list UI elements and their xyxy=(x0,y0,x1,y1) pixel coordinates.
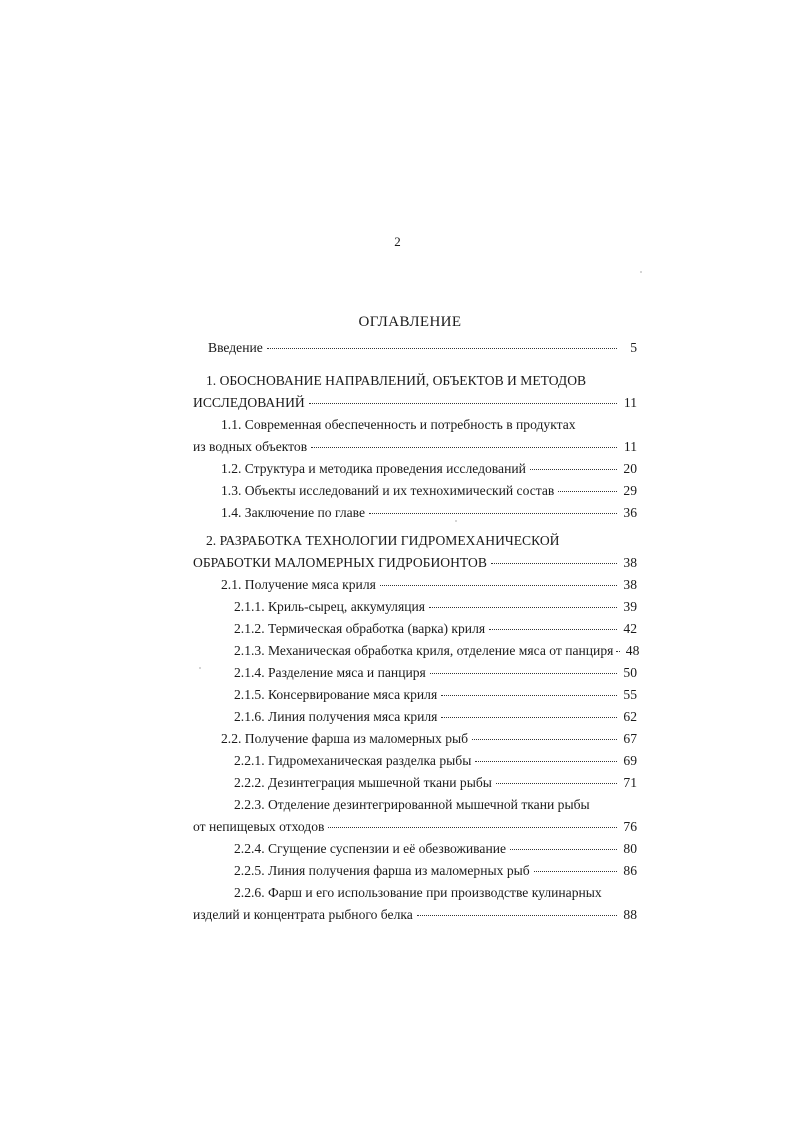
toc-entry-label: 2.1.1. Криль-сырец, аккумуляция xyxy=(234,599,426,614)
toc-chapter-1-line2[interactable] xyxy=(193,395,637,415)
toc-entry-page: 38 xyxy=(623,577,637,592)
dot-leader xyxy=(441,717,617,718)
toc-section-2-1[interactable] xyxy=(193,577,637,597)
toc-title: ОГЛАВЛЕНИЕ xyxy=(358,314,462,330)
toc-entry-page: 11 xyxy=(623,395,637,410)
dot-leader xyxy=(429,607,617,608)
toc-entry-page: 62 xyxy=(623,709,637,724)
toc-entry-label: ИССЛЕДОВАНИЙ xyxy=(193,395,305,410)
toc-entry-label: 2.1.2. Термическая обработка (варка) криля xyxy=(234,621,486,636)
toc-section-1-4[interactable] xyxy=(193,505,637,525)
toc-subsection-2-2-6-line1[interactable] xyxy=(193,885,637,905)
dot-leader xyxy=(510,849,617,850)
toc-entry-intro[interactable] xyxy=(193,340,637,360)
toc-subsection-2-2-2[interactable] xyxy=(193,775,637,795)
toc-entry-label: 1.1. Современная обеспеченность и потребность в продуктах xyxy=(221,417,576,432)
toc-entry-page: 38 xyxy=(623,555,637,570)
toc-entry-page: 36 xyxy=(623,505,637,520)
toc-subsection-2-2-6-line2[interactable] xyxy=(193,907,637,927)
dot-leader xyxy=(530,469,617,470)
toc-entry-label: 1.2. Структура и методика проведения исследований xyxy=(221,461,526,476)
toc-entry-label: 2.1.6. Линия получения мяса криля xyxy=(234,709,438,724)
toc-entry-page: 76 xyxy=(623,819,637,834)
toc-entry-page: 48 xyxy=(625,643,640,658)
toc-subsection-2-1-5[interactable] xyxy=(193,687,637,707)
dot-leader xyxy=(328,827,617,828)
dot-leader xyxy=(491,563,617,564)
toc-entry-label: изделий и концентрата рыбного белка xyxy=(193,907,413,922)
toc-subsection-2-1-3[interactable] xyxy=(193,643,640,663)
scan-speck xyxy=(640,271,642,273)
toc-subsection-2-1-2[interactable] xyxy=(193,621,637,641)
toc-entry-label: 2.1. Получение мяса криля xyxy=(221,577,376,592)
toc-entry-page: 11 xyxy=(623,439,637,454)
toc-entry-page: 5 xyxy=(630,340,637,355)
dot-leader xyxy=(489,629,617,630)
toc-subsection-2-1-1[interactable] xyxy=(193,599,637,619)
toc-entry-label: 1.3. Объекты исследований и их технохимический состав xyxy=(221,483,555,498)
dot-leader xyxy=(616,651,620,652)
dot-leader xyxy=(441,695,617,696)
toc-entry-page: 67 xyxy=(623,731,637,746)
toc-subsection-2-1-4[interactable] xyxy=(193,665,637,685)
toc-entry-label: 2.2.3. Отделение дезинтегрированной мышечной ткани рыбы xyxy=(234,797,590,812)
toc-entry-page: 42 xyxy=(623,621,637,636)
toc-entry-label: 1. ОБОСНОВАНИЕ НАПРАВЛЕНИЙ, ОБЪЕКТОВ И МЕТОДОВ xyxy=(206,373,587,388)
toc-section-1-3[interactable] xyxy=(193,483,637,503)
toc-subsection-2-2-3-line2[interactable] xyxy=(193,819,637,839)
toc-entry-label: 2. РАЗРАБОТКА ТЕХНОЛОГИИ ГИДРОМЕХАНИЧЕСКОЙ xyxy=(206,533,560,548)
toc-section-1-2[interactable] xyxy=(193,461,637,481)
dot-leader xyxy=(472,739,617,740)
toc-entry-label: 2.1.5. Консервирование мяса криля xyxy=(234,687,438,702)
dot-leader xyxy=(380,585,617,586)
toc-entry-page: 50 xyxy=(623,665,637,680)
dot-leader xyxy=(475,761,617,762)
toc-chapter-2-line1[interactable] xyxy=(193,533,637,553)
toc-entry-page: 20 xyxy=(623,461,637,476)
toc-entry-label: из водных объектов xyxy=(193,439,308,454)
toc-subsection-2-2-3-line1[interactable] xyxy=(193,797,637,817)
toc-entry-page: 69 xyxy=(623,753,637,768)
toc-entry-label: 2.2. Получение фарша из маломерных рыб xyxy=(221,731,469,746)
toc-entry-label: ОБРАБОТКИ МАЛОМЕРНЫХ ГИДРОБИОНТОВ xyxy=(193,555,487,570)
toc-subsection-2-2-5[interactable] xyxy=(193,863,637,883)
toc-section-1-1-line2[interactable] xyxy=(193,439,637,459)
page-number: 2 xyxy=(394,234,401,249)
dot-leader xyxy=(267,348,617,349)
dot-leader xyxy=(417,915,617,916)
dot-leader xyxy=(534,871,617,872)
toc-entry-page: 29 xyxy=(623,483,637,498)
toc-entry-label: от непищевых отходов xyxy=(193,819,325,834)
toc-subsection-2-2-4[interactable] xyxy=(193,841,637,861)
dot-leader xyxy=(430,673,617,674)
dot-leader xyxy=(558,491,617,492)
toc-entry-label: 2.2.4. Сгущение суспензии и её обезвоживание xyxy=(234,841,507,856)
toc-entry-page: 71 xyxy=(623,775,637,790)
toc-entry-label: 2.2.6. Фарш и его использование при производстве кулинарных xyxy=(234,885,602,900)
toc-section-1-1-line1[interactable] xyxy=(193,417,637,437)
toc-entry-label: Введение xyxy=(208,340,263,355)
toc-entry-label: 2.2.5. Линия получения фарша из маломерных рыб xyxy=(234,863,530,878)
toc-chapter-2-line2[interactable] xyxy=(193,555,637,575)
dot-leader xyxy=(309,403,617,404)
toc-entry-label: 2.1.4. Разделение мяса и панциря xyxy=(234,665,426,680)
toc-subsection-2-2-1[interactable] xyxy=(193,753,637,773)
toc-entry-page: 55 xyxy=(623,687,637,702)
dot-leader xyxy=(369,513,617,514)
toc-entry-label: 2.2.2. Дезинтеграция мышечной ткани рыбы xyxy=(234,775,492,790)
toc-section-2-2[interactable] xyxy=(193,731,637,751)
dot-leader xyxy=(311,447,617,448)
toc-entry-label: 1.4. Заключение по главе xyxy=(221,505,366,520)
toc-entry-page: 88 xyxy=(623,907,637,922)
toc-entry-label: 2.2.1. Гидромеханическая разделка рыбы xyxy=(234,753,472,768)
toc-entry-page: 39 xyxy=(623,599,637,614)
toc-entry-page: 80 xyxy=(623,841,637,856)
toc-entry-label: 2.1.3. Механическая обработка криля, отделение мяса от панциря xyxy=(234,643,614,658)
dot-leader xyxy=(496,783,617,784)
toc-subsection-2-1-6[interactable] xyxy=(193,709,637,729)
toc-chapter-1-line1[interactable] xyxy=(193,373,637,393)
toc-entry-page: 86 xyxy=(623,863,637,878)
